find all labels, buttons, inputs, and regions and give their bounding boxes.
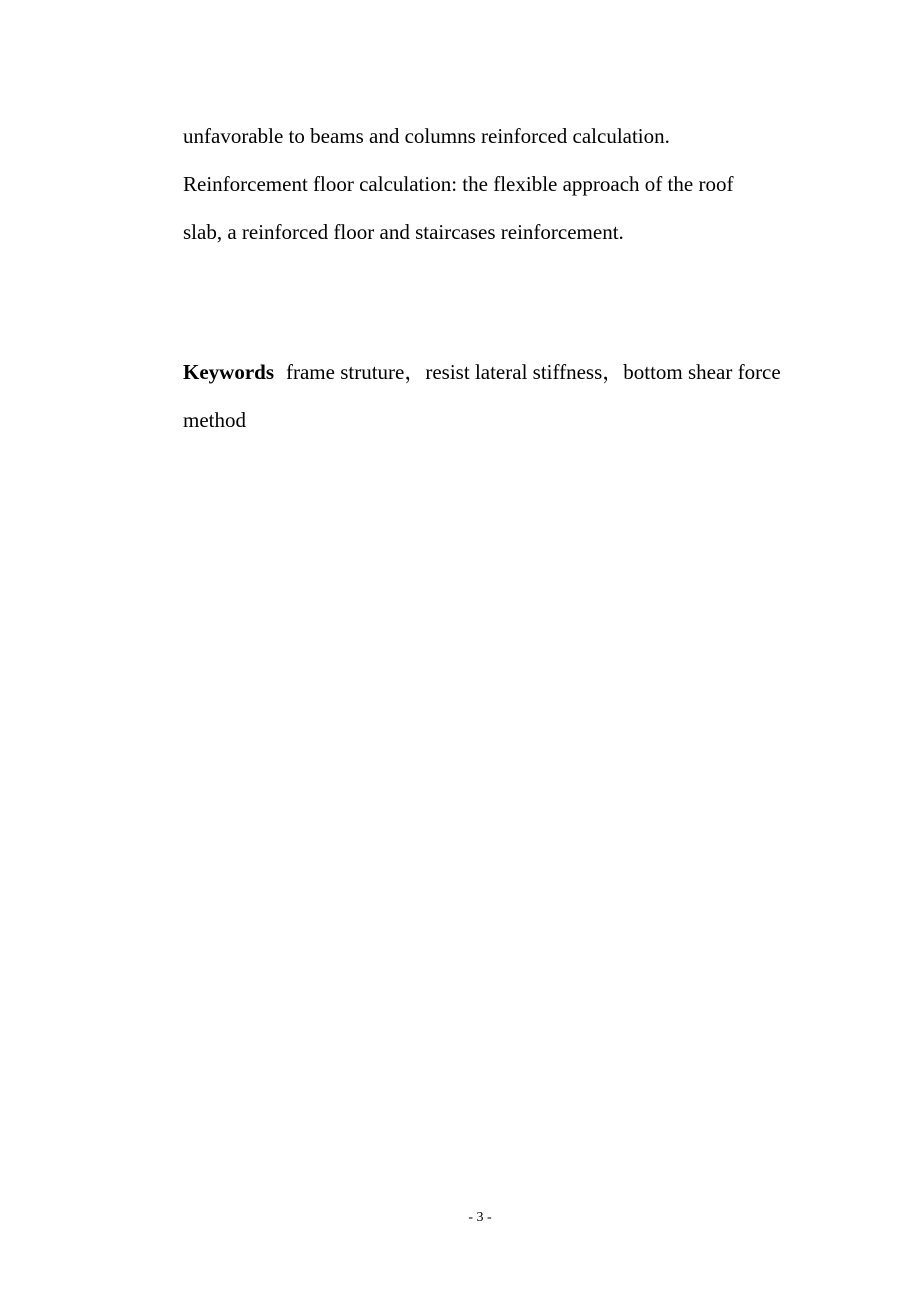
keywords-label: Keywords	[183, 360, 274, 384]
keywords-line-2: method	[183, 408, 246, 432]
keywords-text: frame struture，resist lateral stiffness，bottom shear force	[286, 360, 781, 384]
abstract-line-1: unfavorable to beams and columns reinforced calculation.	[183, 124, 670, 148]
keywords-paragraph	[183, 348, 803, 444]
page-number: - 3 -	[468, 1210, 492, 1225]
keywords-line-1	[183, 348, 803, 396]
abstract-paragraph	[183, 112, 803, 256]
abstract-line-3: slab, a reinforced floor and staircases reinforcement.	[183, 220, 624, 244]
abstract-line-2: Reinforcement floor calculation: the flexible approach of the roof	[183, 172, 734, 196]
